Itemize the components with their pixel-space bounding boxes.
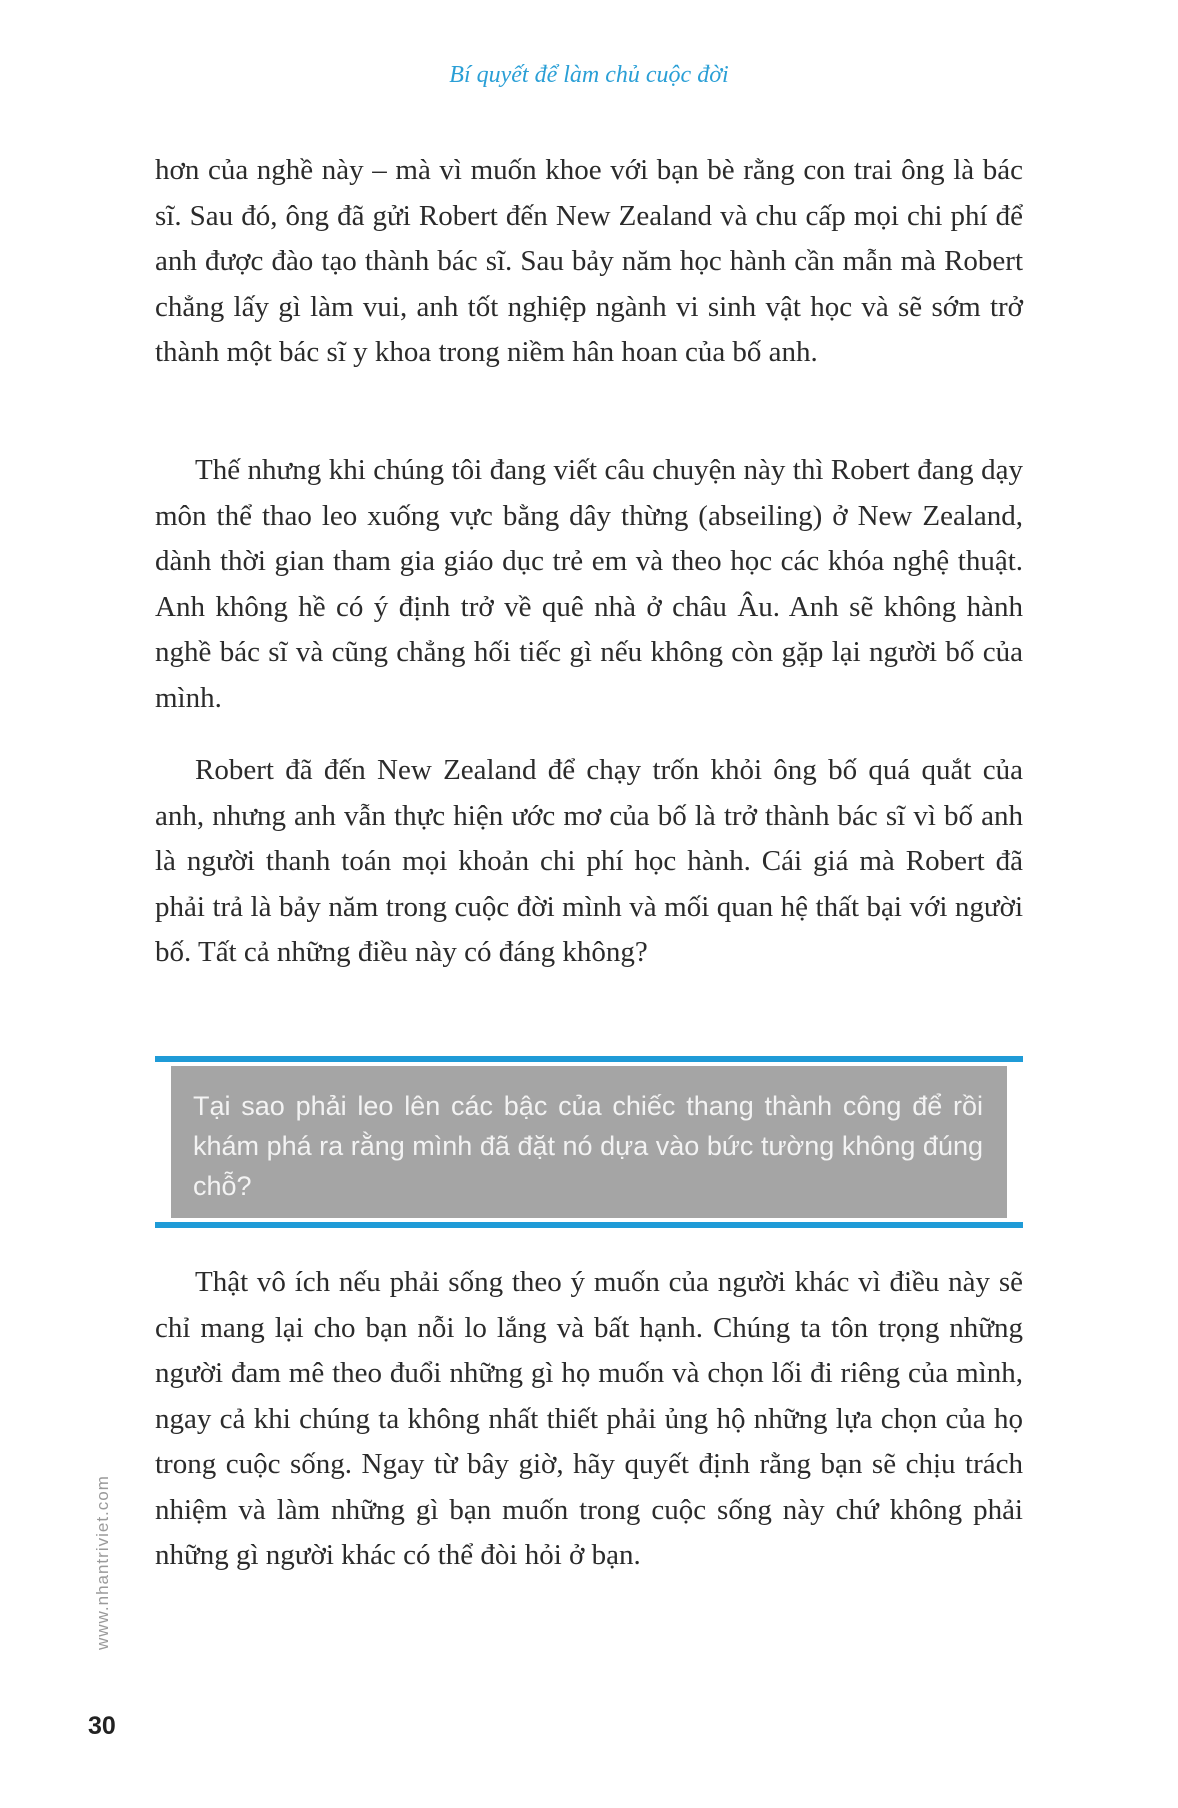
callout-box — [171, 1066, 1007, 1218]
paragraph-1: hơn của nghề này – mà vì muốn khoe với bạn bè rằng con trai ông là bác sĩ. Sau đó, ông đã gửi Robert đến New Zealand và chu cấp mọi chi phí để anh được đào tạo thành bác sĩ. Sau bảy năm học hành cần mẫn mà Robert chẳng lấy gì làm vui, anh tốt nghiệp ngành vi sinh vật học và sẽ sớm trở thành một bác sĩ y khoa trong niềm hân hoan của bố anh. — [155, 154, 1023, 368]
pull-quote-callout — [155, 1056, 1023, 1228]
running-header: Bí quyết để làm chủ cuộc đời — [449, 62, 729, 88]
paragraph-2: Thế nhưng khi chúng tôi đang viết câu chuyện này thì Robert đang dạy môn thể thao leo xuống vực bằng dây thừng (abseiling) ở New Zealand, dành thời gian tham gia giáo dục trẻ em và theo học các khóa nghệ thuật. Anh không hề có ý định trở về quê nhà ở châu Âu. Anh sẽ không hành nghề bác sĩ và cũng chẳng hối tiếc gì nếu không còn gặp lại người bố của mình. — [155, 454, 1023, 714]
callout-top-rule — [155, 1056, 1023, 1062]
page-number: 30 — [88, 1712, 116, 1740]
paragraph-3: Robert đã đến New Zealand để chạy trốn khỏi ông bố quá quắt của anh, nhưng anh vẫn thực hiện ước mơ của bố là trở thành bác sĩ vì bố anh là người thanh toán mọi khoản chi phí học hành. Cái giá mà Robert đã phải trả là bảy năm trong cuộc đời mình và mối quan hệ thất bại với người bố. Tất cả những điều này có đáng không? — [155, 754, 1023, 968]
paragraph-4: Thật vô ích nếu phải sống theo ý muốn của người khác vì điều này sẽ chỉ mang lại cho bạn nỗi lo lắng và bất hạnh. Chúng ta tôn trọng những người đam mê theo đuổi những gì họ muốn và chọn lối đi riêng của mình, ngay cả khi chúng ta không nhất thiết phải ủng hộ những lựa chọn của họ trong cuộc sống. Ngay từ bây giờ, hãy quyết định rằng bạn sẽ chịu trách nhiệm và làm những gì bạn muốn trong cuộc sống này chứ không phải những gì người khác có thể đòi hỏi ở bạn. — [155, 1266, 1023, 1571]
callout-text: Tại sao phải leo lên các bậc của chiếc thang thành công để rồi khám phá ra rằng mình đã đặt nó dựa vào bức tường không đúng chỗ? — [193, 1091, 983, 1201]
callout-bottom-rule — [155, 1222, 1023, 1228]
publisher-url: www.nhantriviet.com — [93, 1475, 112, 1650]
